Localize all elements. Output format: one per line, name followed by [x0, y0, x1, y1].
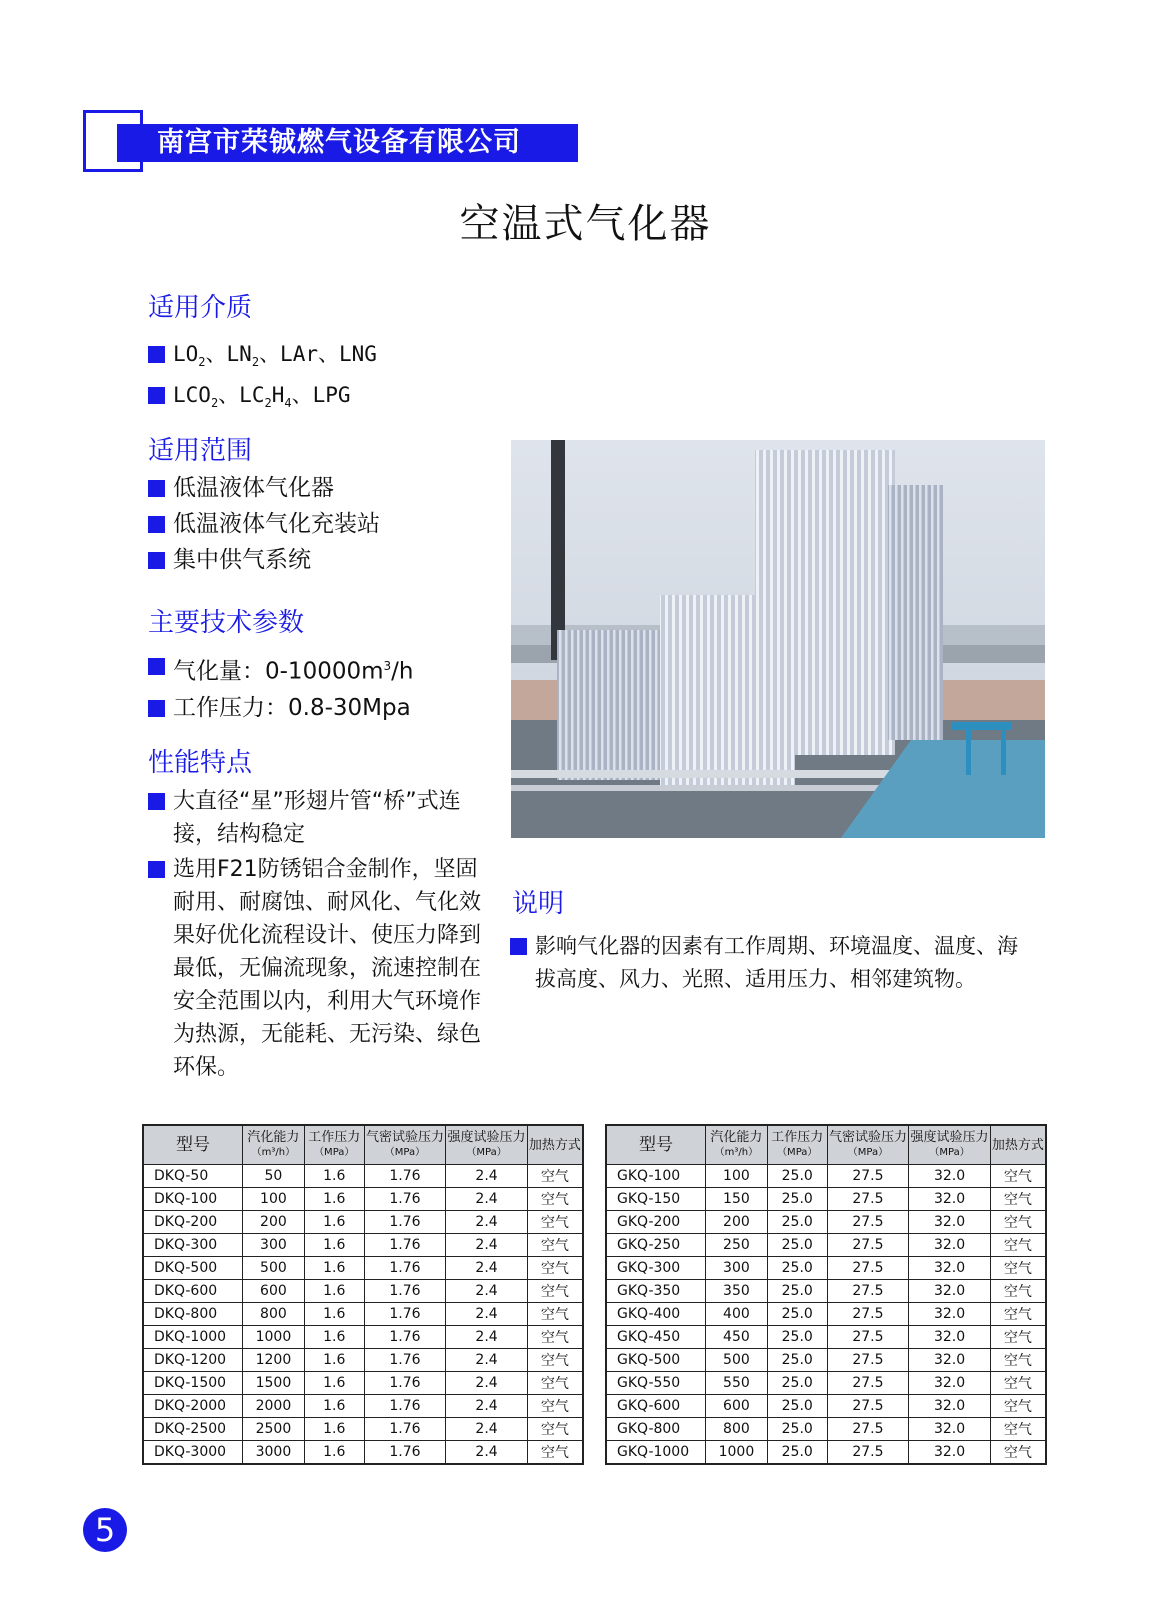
scope-list: [148, 472, 380, 580]
table-cell: 25.0: [767, 1326, 827, 1349]
table-cell: 25.0: [767, 1257, 827, 1280]
column-header: 工作压力 （MPa）: [767, 1125, 827, 1165]
table-cell: DKQ-600: [143, 1280, 243, 1303]
table-row: [606, 1441, 1046, 1465]
table-cell: 27.5: [827, 1188, 909, 1211]
table-cell: 空气: [527, 1188, 583, 1211]
table-cell: 空气: [990, 1165, 1046, 1188]
table-cell: 27.5: [827, 1349, 909, 1372]
table-cell: 50: [243, 1165, 305, 1188]
table-row: [606, 1372, 1046, 1395]
table-cell: 1.76: [364, 1280, 446, 1303]
list-item: [148, 508, 380, 541]
table-cell: 2.4: [446, 1188, 528, 1211]
vaporizer-photo: [511, 440, 1045, 838]
page-title: 空温式气化器: [459, 201, 712, 247]
table-cell: DKQ-800: [143, 1303, 243, 1326]
table-row: [606, 1349, 1046, 1372]
table-cell: 350: [706, 1280, 768, 1303]
bullet-square-icon: [148, 346, 165, 363]
column-header: 型号: [606, 1125, 706, 1165]
table-cell: 400: [706, 1303, 768, 1326]
column-header: 汽化能力 （m³/h）: [706, 1125, 768, 1165]
table-cell: 800: [706, 1418, 768, 1441]
table-cell: 32.0: [909, 1257, 991, 1280]
table-cell: DKQ-500: [143, 1257, 243, 1280]
table-cell: 25.0: [767, 1441, 827, 1465]
table-cell: 2.4: [446, 1349, 528, 1372]
table-row: [143, 1349, 583, 1372]
notes-list: [510, 930, 1035, 996]
table-cell: GKQ-350: [606, 1280, 706, 1303]
list-item-text: 工作压力：0.8-30Mpa: [173, 694, 411, 721]
table-cell: 1.6: [304, 1188, 364, 1211]
table-cell: 25.0: [767, 1372, 827, 1395]
column-header: 工作压力 （MPa）: [304, 1125, 364, 1165]
table-cell: 1200: [243, 1349, 305, 1372]
table-cell: 2.4: [446, 1165, 528, 1188]
table-cell: 27.5: [827, 1418, 909, 1441]
table-row: [606, 1188, 1046, 1211]
table-cell: 空气: [990, 1418, 1046, 1441]
table-cell: GKQ-250: [606, 1234, 706, 1257]
table-cell: 空气: [527, 1326, 583, 1349]
table-header-row: [143, 1125, 583, 1165]
list-item: [148, 472, 380, 505]
table-cell: GKQ-550: [606, 1372, 706, 1395]
table-cell: 2500: [243, 1418, 305, 1441]
table-cell: 2.4: [446, 1303, 528, 1326]
table-cell: 600: [243, 1280, 305, 1303]
table-cell: 25.0: [767, 1234, 827, 1257]
table-cell: 1.6: [304, 1326, 364, 1349]
dkq-spec-table: [142, 1124, 584, 1465]
table-cell: 600: [706, 1395, 768, 1418]
table-cell: 空气: [527, 1349, 583, 1372]
table-cell: 100: [706, 1165, 768, 1188]
column-header: 加热方式: [527, 1125, 583, 1165]
list-item: [148, 338, 377, 379]
table-cell: 空气: [527, 1211, 583, 1234]
table-cell: 空气: [990, 1257, 1046, 1280]
table-row: [606, 1257, 1046, 1280]
table-cell: 1.6: [304, 1349, 364, 1372]
table-cell: 200: [243, 1211, 305, 1234]
table-row: [143, 1234, 583, 1257]
table-cell: 27.5: [827, 1234, 909, 1257]
company-name: 南宫市荣铖燃气设备有限公司: [117, 124, 578, 162]
table-cell: 空气: [990, 1372, 1046, 1395]
notes-title: 说明: [512, 889, 565, 919]
table-cell: GKQ-300: [606, 1257, 706, 1280]
table-cell: 25.0: [767, 1211, 827, 1234]
table-cell: 32.0: [909, 1395, 991, 1418]
table-cell: 空气: [527, 1165, 583, 1188]
list-item-text: 低温液体气化充装站: [173, 511, 380, 537]
table-cell: GKQ-500: [606, 1349, 706, 1372]
table-row: [143, 1326, 583, 1349]
table-cell: DKQ-2000: [143, 1395, 243, 1418]
column-header: 强度试验压力 （MPa）: [446, 1125, 528, 1165]
table-cell: 2.4: [446, 1234, 528, 1257]
gkq-spec-table: [605, 1124, 1047, 1465]
table-cell: 25.0: [767, 1418, 827, 1441]
table-row: [606, 1418, 1046, 1441]
table-cell: 200: [706, 1211, 768, 1234]
table-cell: 25.0: [767, 1165, 827, 1188]
table-cell: 空气: [527, 1372, 583, 1395]
table-cell: 1.6: [304, 1234, 364, 1257]
list-item: [148, 544, 380, 577]
list-item: [148, 379, 377, 420]
table-cell: 32.0: [909, 1280, 991, 1303]
table-cell: DKQ-50: [143, 1165, 243, 1188]
notes-item: [510, 930, 1035, 996]
table-cell: GKQ-1000: [606, 1441, 706, 1465]
list-item-text: 气化量：$0-10000m^3/h$: [173, 658, 414, 685]
table-row: [606, 1280, 1046, 1303]
column-header: 强度试验压力 （MPa）: [909, 1125, 991, 1165]
table-cell: 25.0: [767, 1188, 827, 1211]
table-cell: GKQ-400: [606, 1303, 706, 1326]
table-row: [143, 1372, 583, 1395]
table-cell: 2.4: [446, 1211, 528, 1234]
table-cell: 27.5: [827, 1303, 909, 1326]
table-cell: 2.4: [446, 1372, 528, 1395]
table-cell: 32.0: [909, 1188, 991, 1211]
table-cell: 32.0: [909, 1326, 991, 1349]
table-cell: GKQ-800: [606, 1418, 706, 1441]
table-cell: 32.0: [909, 1303, 991, 1326]
bullet-square-icon: [148, 552, 165, 569]
table-row: [606, 1326, 1046, 1349]
table-cell: 1.76: [364, 1395, 446, 1418]
table-cell: 450: [706, 1326, 768, 1349]
list-item: [148, 853, 483, 1084]
features-list: [148, 785, 483, 1086]
table-cell: 25.0: [767, 1280, 827, 1303]
table-cell: 空气: [990, 1395, 1046, 1418]
table-row: [143, 1165, 583, 1188]
table-row: [606, 1165, 1046, 1188]
table-cell: 32.0: [909, 1349, 991, 1372]
table-cell: 空气: [527, 1257, 583, 1280]
table-cell: 1.6: [304, 1280, 364, 1303]
table-cell: 25.0: [767, 1395, 827, 1418]
table-cell: 300: [243, 1234, 305, 1257]
table-cell: GKQ-100: [606, 1165, 706, 1188]
table-cell: 27.5: [827, 1441, 909, 1465]
bullet-square-icon: [148, 793, 165, 810]
table-cell: 2.4: [446, 1441, 528, 1465]
table-cell: 800: [243, 1303, 305, 1326]
table-cell: 1.76: [364, 1326, 446, 1349]
table-cell: 空气: [990, 1303, 1046, 1326]
table-header-row: [606, 1125, 1046, 1165]
table-cell: DKQ-200: [143, 1211, 243, 1234]
table-cell: 2000: [243, 1395, 305, 1418]
table-cell: 500: [243, 1257, 305, 1280]
table-cell: 1.76: [364, 1165, 446, 1188]
table-cell: 2.4: [446, 1395, 528, 1418]
bullet-square-icon: [148, 387, 165, 404]
table-cell: 1.6: [304, 1165, 364, 1188]
list-item-text: 选用F21防锈铝合金制作，坚固耐用、耐腐蚀、耐风化、气化效果好优化流程设计、使压力降到最低，无偏流现象，流速控制在安全范围以内，利用大气环境作为热源，无能耗、无污染、绿色环保。: [173, 857, 482, 1080]
table-cell: 1.76: [364, 1211, 446, 1234]
table-cell: 空气: [527, 1441, 583, 1465]
table-cell: DKQ-1000: [143, 1326, 243, 1349]
table-cell: 空气: [527, 1303, 583, 1326]
table-cell: 500: [706, 1349, 768, 1372]
table-cell: GKQ-200: [606, 1211, 706, 1234]
bullet-square-icon: [148, 480, 165, 497]
list-item-text: $LCO_2$、$LC_2H_4$、LPG: [173, 383, 351, 411]
table-cell: 1.76: [364, 1349, 446, 1372]
column-header: 加热方式: [990, 1125, 1046, 1165]
table-row: [143, 1257, 583, 1280]
table-cell: 空气: [990, 1211, 1046, 1234]
table-row: [143, 1188, 583, 1211]
table-row: [143, 1211, 583, 1234]
params-title: 主要技术参数: [148, 608, 305, 638]
table-cell: DKQ-1500: [143, 1372, 243, 1395]
table-cell: 1.6: [304, 1211, 364, 1234]
table-row: [143, 1395, 583, 1418]
table-cell: DKQ-2500: [143, 1418, 243, 1441]
table-cell: 27.5: [827, 1326, 909, 1349]
table-cell: 2.4: [446, 1418, 528, 1441]
table-cell: 2.4: [446, 1280, 528, 1303]
table-cell: 1.76: [364, 1303, 446, 1326]
features-title: 性能特点: [148, 748, 253, 778]
table-cell: 100: [243, 1188, 305, 1211]
table-cell: 空气: [990, 1441, 1046, 1465]
notes-text: 影响气化器的因素有工作周期、环境温度、温度、海拔高度、风力、光照、适用压力、相邻建筑物。: [535, 934, 1018, 991]
column-header: 汽化能力 （m³/h）: [243, 1125, 305, 1165]
table-cell: 32.0: [909, 1418, 991, 1441]
table-cell: 32.0: [909, 1234, 991, 1257]
table-cell: 空气: [990, 1280, 1046, 1303]
table-cell: 1.76: [364, 1234, 446, 1257]
table-cell: DKQ-100: [143, 1188, 243, 1211]
table-cell: 空气: [527, 1234, 583, 1257]
table-cell: 27.5: [827, 1165, 909, 1188]
table-cell: GKQ-600: [606, 1395, 706, 1418]
table-row: [143, 1441, 583, 1465]
table-cell: 1.6: [304, 1372, 364, 1395]
table-cell: 空气: [990, 1349, 1046, 1372]
table-cell: 550: [706, 1372, 768, 1395]
table-cell: 1.76: [364, 1372, 446, 1395]
table-cell: DKQ-300: [143, 1234, 243, 1257]
table-cell: 27.5: [827, 1372, 909, 1395]
table-cell: 1.76: [364, 1441, 446, 1465]
table-cell: 空气: [527, 1395, 583, 1418]
table-row: [606, 1303, 1046, 1326]
table-cell: 27.5: [827, 1257, 909, 1280]
column-header: 气密试验压力 （MPa）: [364, 1125, 446, 1165]
table-cell: 32.0: [909, 1211, 991, 1234]
table-cell: 150: [706, 1188, 768, 1211]
table-cell: 300: [706, 1257, 768, 1280]
table-cell: 27.5: [827, 1280, 909, 1303]
table-cell: 1.6: [304, 1257, 364, 1280]
table-cell: 空气: [990, 1234, 1046, 1257]
table-cell: 32.0: [909, 1372, 991, 1395]
bullet-square-icon: [148, 516, 165, 533]
table-cell: 1.76: [364, 1418, 446, 1441]
table-cell: GKQ-150: [606, 1188, 706, 1211]
table-row: [143, 1303, 583, 1326]
list-item-text: 低温液体气化器: [173, 475, 334, 501]
table-cell: 空气: [990, 1326, 1046, 1349]
table-cell: 2.4: [446, 1257, 528, 1280]
table-row: [606, 1234, 1046, 1257]
list-item-text: $LO_2$、$LN_2$、LAr、LNG: [173, 342, 377, 370]
table-cell: 1.6: [304, 1441, 364, 1465]
table-cell: 2.4: [446, 1326, 528, 1349]
table-cell: 27.5: [827, 1211, 909, 1234]
table-cell: 25.0: [767, 1303, 827, 1326]
table-row: [143, 1280, 583, 1303]
table-row: [606, 1395, 1046, 1418]
bullet-square-icon: [510, 938, 527, 955]
table-cell: 32.0: [909, 1165, 991, 1188]
table-row: [143, 1418, 583, 1441]
table-cell: 空气: [990, 1188, 1046, 1211]
media-list: [148, 338, 377, 420]
table-cell: 250: [706, 1234, 768, 1257]
column-header: 型号: [143, 1125, 243, 1165]
table-cell: 1.76: [364, 1257, 446, 1280]
table-cell: DKQ-1200: [143, 1349, 243, 1372]
table-cell: 27.5: [827, 1395, 909, 1418]
bullet-square-icon: [148, 700, 165, 717]
scope-title: 适用范围: [148, 436, 253, 466]
table-cell: DKQ-3000: [143, 1441, 243, 1465]
table-cell: 32.0: [909, 1441, 991, 1465]
table-cell: 空气: [527, 1418, 583, 1441]
table-cell: 1.76: [364, 1188, 446, 1211]
table-row: [606, 1211, 1046, 1234]
list-item-text: 集中供气系统: [173, 547, 311, 573]
table-cell: 1.6: [304, 1418, 364, 1441]
list-item: [148, 692, 413, 725]
table-cell: 空气: [527, 1280, 583, 1303]
media-title: 适用介质: [148, 293, 253, 323]
table-cell: 3000: [243, 1441, 305, 1465]
table-cell: 1500: [243, 1372, 305, 1395]
table-cell: 25.0: [767, 1349, 827, 1372]
table-cell: 1.6: [304, 1303, 364, 1326]
bullet-square-icon: [148, 861, 165, 878]
column-header: 气密试验压力 （MPa）: [827, 1125, 909, 1165]
table-cell: 1000: [243, 1326, 305, 1349]
bullet-square-icon: [148, 658, 165, 675]
table-cell: GKQ-450: [606, 1326, 706, 1349]
table-cell: 1.6: [304, 1395, 364, 1418]
list-item: [148, 785, 483, 851]
params-list: [148, 650, 413, 728]
list-item: [148, 650, 413, 689]
page-number: 5: [83, 1508, 127, 1552]
table-cell: 1000: [706, 1441, 768, 1465]
list-item-text: 大直径“星”形翅片管“桥”式连接，结构稳定: [173, 789, 461, 847]
